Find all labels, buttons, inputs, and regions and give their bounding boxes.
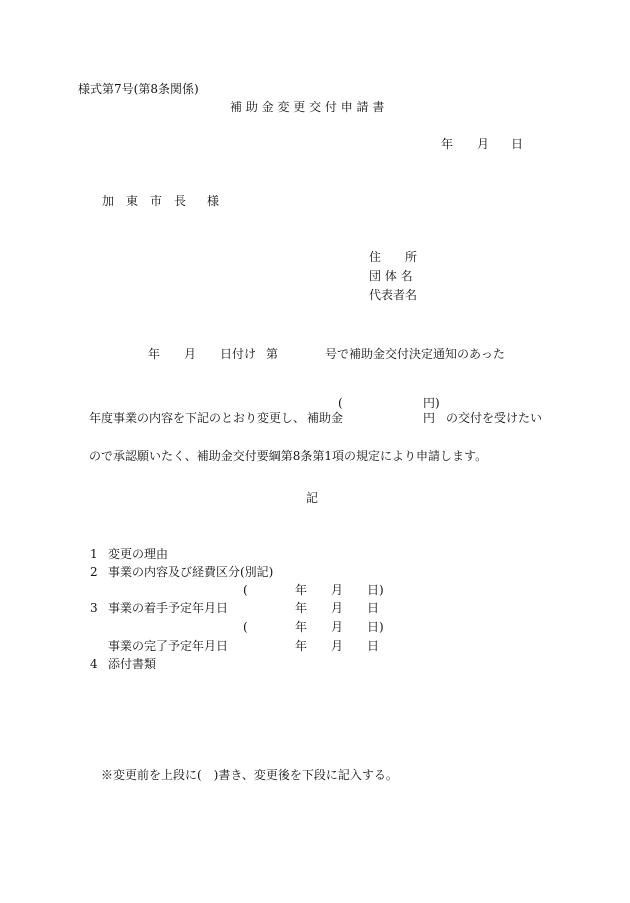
addressee-honorific: 様 [207, 194, 220, 208]
applicant-organization-label: 団 体 名 [369, 269, 413, 283]
date-day: 日 [511, 137, 524, 151]
footnote: ※変更前を上段に( )書き、変更後を下段に記入する。 [101, 768, 398, 782]
item-1-label: 変更の理由 [108, 547, 169, 561]
body-line1-dated: 日付け [220, 347, 257, 361]
end-date-after-month: 月 [331, 639, 344, 653]
body-paren-open: ( [338, 396, 343, 410]
start-date-before-month: 月 [331, 583, 344, 597]
start-date-before-day: 日) [367, 583, 384, 597]
item-2-number: 2 [90, 565, 98, 579]
end-date-after-year: 年 [295, 639, 308, 653]
item-4-label: 添付書類 [108, 657, 157, 671]
applicant-representative-label: 代表者名 [369, 288, 418, 302]
addressee-mayor: 加 東 市 長 [102, 194, 187, 208]
start-date-after-year: 年 [295, 601, 308, 615]
body-line2-d: の交付を受けたい [446, 411, 543, 425]
start-date-before-year: 年 [295, 583, 308, 597]
ki-heading: 記 [306, 491, 319, 505]
end-date-before-month: 月 [331, 620, 344, 634]
item-4-number: 4 [90, 657, 98, 671]
body-line2-b: 補助金 [307, 411, 344, 425]
end-date-before-day: 日) [367, 620, 384, 634]
end-date-before-open: ( [243, 620, 248, 634]
body-paren-close: 円) [423, 396, 440, 410]
form-number: 様式第7号(第8条関係) [78, 82, 199, 96]
start-date-after-month: 月 [331, 601, 344, 615]
applicant-address-label: 住 所 [369, 250, 418, 264]
date-month: 月 [477, 137, 490, 151]
body-line1-no-prefix: 第 [266, 347, 279, 361]
item-3b-label: 事業の完了予定年月日 [108, 639, 229, 653]
item-3-number: 3 [90, 601, 98, 615]
body-line3: ので承認願いたく、補助金交付要綱第8条第1項の規定により申請します。 [89, 449, 488, 463]
item-3-label: 事業の着手予定年月日 [108, 601, 229, 615]
end-date-after-day: 日 [367, 639, 380, 653]
body-line1-year: 年 [148, 347, 161, 361]
item-2-label: 事業の内容及び経費区分(別記) [108, 565, 274, 579]
start-date-before-open: ( [243, 583, 248, 597]
start-date-after-day: 日 [367, 601, 380, 615]
body-line2-a: 年度事業の内容を下記のとおり変更し、 [89, 411, 306, 425]
body-line1-month: 月 [184, 347, 197, 361]
body-line1-text: 号で補助金交付決定通知のあった [325, 347, 505, 361]
document-title: 補 助 金 変 更 交 付 申 請 書 [230, 100, 385, 114]
end-date-before-year: 年 [295, 620, 308, 634]
body-line2-c: 円 [423, 411, 436, 425]
item-1-number: 1 [90, 547, 98, 561]
date-year: 年 [441, 137, 454, 151]
